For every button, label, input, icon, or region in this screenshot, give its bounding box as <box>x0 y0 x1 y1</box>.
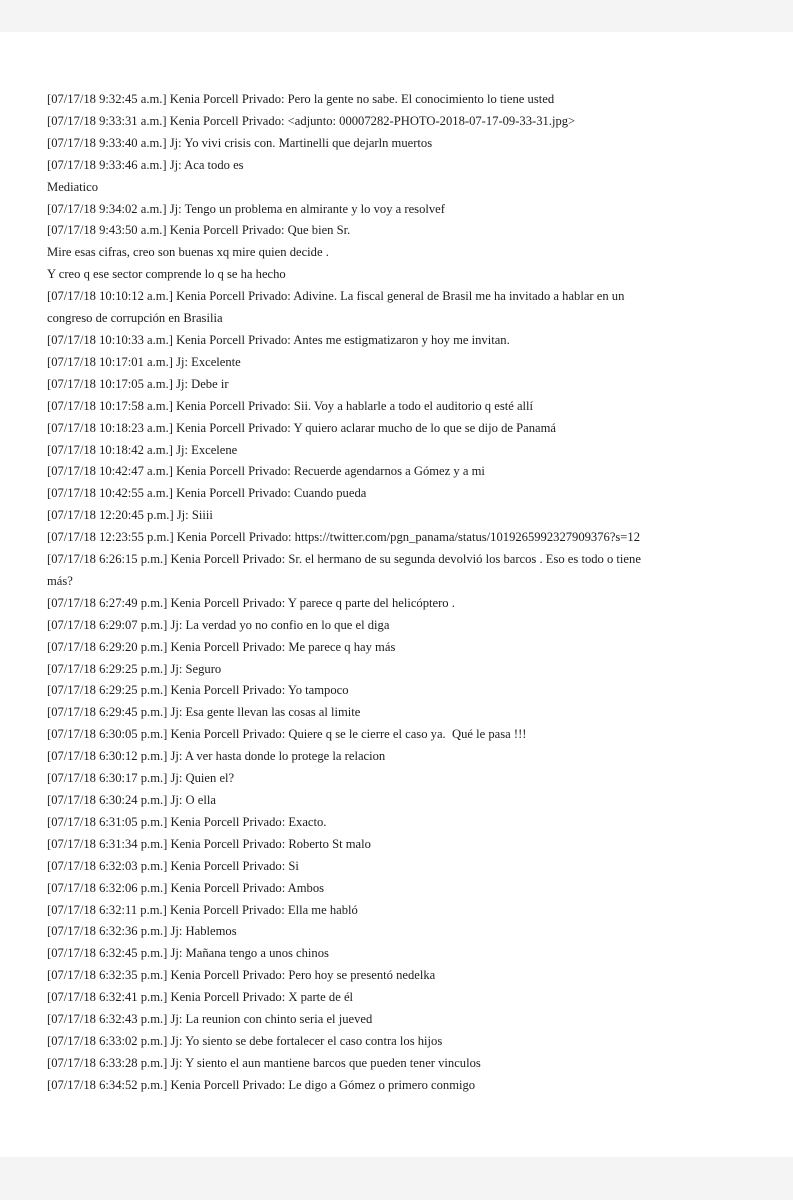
chat-log <box>47 89 759 1097</box>
chat-line: Y creo q ese sector comprende lo q se ha hecho <box>47 267 286 282</box>
chat-line: [07/17/18 9:32:45 a.m.] Kenia Porcell Privado: Pero la gente no sabe. El conocimiento lo tiene usted <box>47 92 555 106</box>
chat-line: Mediatico <box>47 179 99 194</box>
chat-line: congreso de corrupción en Brasilia <box>47 311 223 326</box>
chat-line: [07/17/18 6:32:45 p.m.] Jj: Mañana tengo a unos chinos <box>47 946 329 961</box>
chat-line: [07/17/18 9:33:40 a.m.] Jj: Yo vivi crisis con. Martinelli que dejarln muertos <box>47 135 433 150</box>
chat-line: [07/17/18 10:42:47 a.m.] Kenia Porcell Privado: Recuerde agendarnos a Gómez y a mi <box>47 464 485 479</box>
chat-line: [07/17/18 6:31:05 p.m.] Kenia Porcell Privado: Exacto. <box>47 814 327 829</box>
chat-line: [07/17/18 10:17:05 a.m.] Jj: Debe ir <box>47 376 229 391</box>
chat-line: [07/17/18 6:26:15 p.m.] Kenia Porcell Privado: Sr. el hermano de su segunda devolvió los barcos . Eso es todo o tiene <box>47 552 641 567</box>
chat-line: [07/17/18 6:31:34 p.m.] Kenia Porcell Privado: Roberto St malo <box>47 836 371 851</box>
chat-line: [07/17/18 6:29:25 p.m.] Jj: Seguro <box>47 661 222 676</box>
document-page <box>0 32 793 1157</box>
chat-line: [07/17/18 6:32:41 p.m.] Kenia Porcell Privado: X parte de él <box>47 990 354 1005</box>
chat-line: [07/17/18 6:32:03 p.m.] Kenia Porcell Privado: Si <box>47 858 299 873</box>
chat-line: [07/17/18 6:33:02 p.m.] Jj: Yo siento se debe fortalecer el caso contra los hijos <box>47 1033 443 1048</box>
chat-line: [07/17/18 10:10:33 a.m.] Kenia Porcell Privado: Antes me estigmatizaron y hoy me invitan. <box>47 332 510 347</box>
chat-line: [07/17/18 6:34:52 p.m.] Kenia Porcell Privado: Le digo a Gómez o primero conmigo <box>47 1077 476 1092</box>
chat-line: [07/17/18 6:30:24 p.m.] Jj: O ella <box>47 793 216 807</box>
chat-line: [07/17/18 10:18:23 a.m.] Kenia Porcell Privado: Y quiero aclarar mucho de lo que se dijo de Panamá <box>47 420 556 435</box>
chat-line: [07/17/18 12:23:55 p.m.] Kenia Porcell Privado: https://twitter.com/pgn_panama/status/1019265992327909376?s=12 <box>47 530 641 545</box>
chat-line: [07/17/18 9:33:31 a.m.] Kenia Porcell Privado: <adjunto: 00007282-PHOTO-2018-07-17-09-33-31.jpg> <box>47 113 576 128</box>
chat-line: [07/17/18 9:33:46 a.m.] Jj: Aca todo es <box>47 157 244 172</box>
chat-line: Mire esas cifras, creo son buenas xq mire quien decide . <box>47 245 329 260</box>
chat-line: [07/17/18 6:33:28 p.m.] Jj: Y siento el aun mantiene barcos que pueden tener vinculos <box>47 1055 481 1070</box>
chat-line: [07/17/18 10:18:42 a.m.] Jj: Excelene <box>47 442 238 457</box>
chat-line: [07/17/18 10:10:12 a.m.] Kenia Porcell Privado: Adivine. La fiscal general de Brasil me ha invitado a hablar en un <box>47 289 625 304</box>
chat-line: [07/17/18 6:30:05 p.m.] Kenia Porcell Privado: Quiere q se le cierre el caso ya. Qué le pasa !!! <box>47 727 527 742</box>
chat-line: [07/17/18 6:27:49 p.m.] Kenia Porcell Privado: Y parece q parte del helicóptero . <box>47 595 455 610</box>
chat-line: [07/17/18 10:17:01 a.m.] Jj: Excelente <box>47 354 241 369</box>
chat-line: [07/17/18 6:32:43 p.m.] Jj: La reunion con chinto seria el jueved <box>47 1012 373 1027</box>
chat-line: [07/17/18 6:29:45 p.m.] Jj: Esa gente llevan las cosas al limite <box>47 705 361 720</box>
chat-line: [07/17/18 6:30:17 p.m.] Jj: Quien el? <box>47 771 235 786</box>
chat-line: más? <box>47 573 73 588</box>
chat-line: [07/17/18 12:20:45 p.m.] Jj: Siiii <box>47 508 213 523</box>
chat-line: [07/17/18 6:30:12 p.m.] Jj: A ver hasta donde lo protege la relacion <box>47 749 386 764</box>
chat-line: [07/17/18 9:43:50 a.m.] Kenia Porcell Privado: Que bien Sr. <box>47 223 351 238</box>
chat-line: [07/17/18 10:17:58 a.m.] Kenia Porcell Privado: Sii. Voy a hablarle a todo el auditorio q esté allí <box>47 398 534 413</box>
chat-line: [07/17/18 6:29:07 p.m.] Jj: La verdad yo no confio en lo que el diga <box>47 617 390 632</box>
chat-line: [07/17/18 6:32:35 p.m.] Kenia Porcell Privado: Pero hoy se presentó nedelka <box>47 968 436 983</box>
chat-line: [07/17/18 6:29:20 p.m.] Kenia Porcell Privado: Me parece q hay más <box>47 639 396 654</box>
chat-line: [07/17/18 10:42:55 a.m.] Kenia Porcell Privado: Cuando pueda <box>47 486 367 501</box>
chat-line: [07/17/18 9:34:02 a.m.] Jj: Tengo un problema en almirante y lo voy a resolvef <box>47 201 445 216</box>
chat-line: [07/17/18 6:32:36 p.m.] Jj: Hablemos <box>47 924 237 939</box>
chat-line: [07/17/18 6:32:11 p.m.] Kenia Porcell Privado: Ella me habló <box>47 902 358 917</box>
chat-line: [07/17/18 6:32:06 p.m.] Kenia Porcell Privado: Ambos <box>47 880 325 895</box>
chat-line: [07/17/18 6:29:25 p.m.] Kenia Porcell Privado: Yo tampoco <box>47 683 349 698</box>
